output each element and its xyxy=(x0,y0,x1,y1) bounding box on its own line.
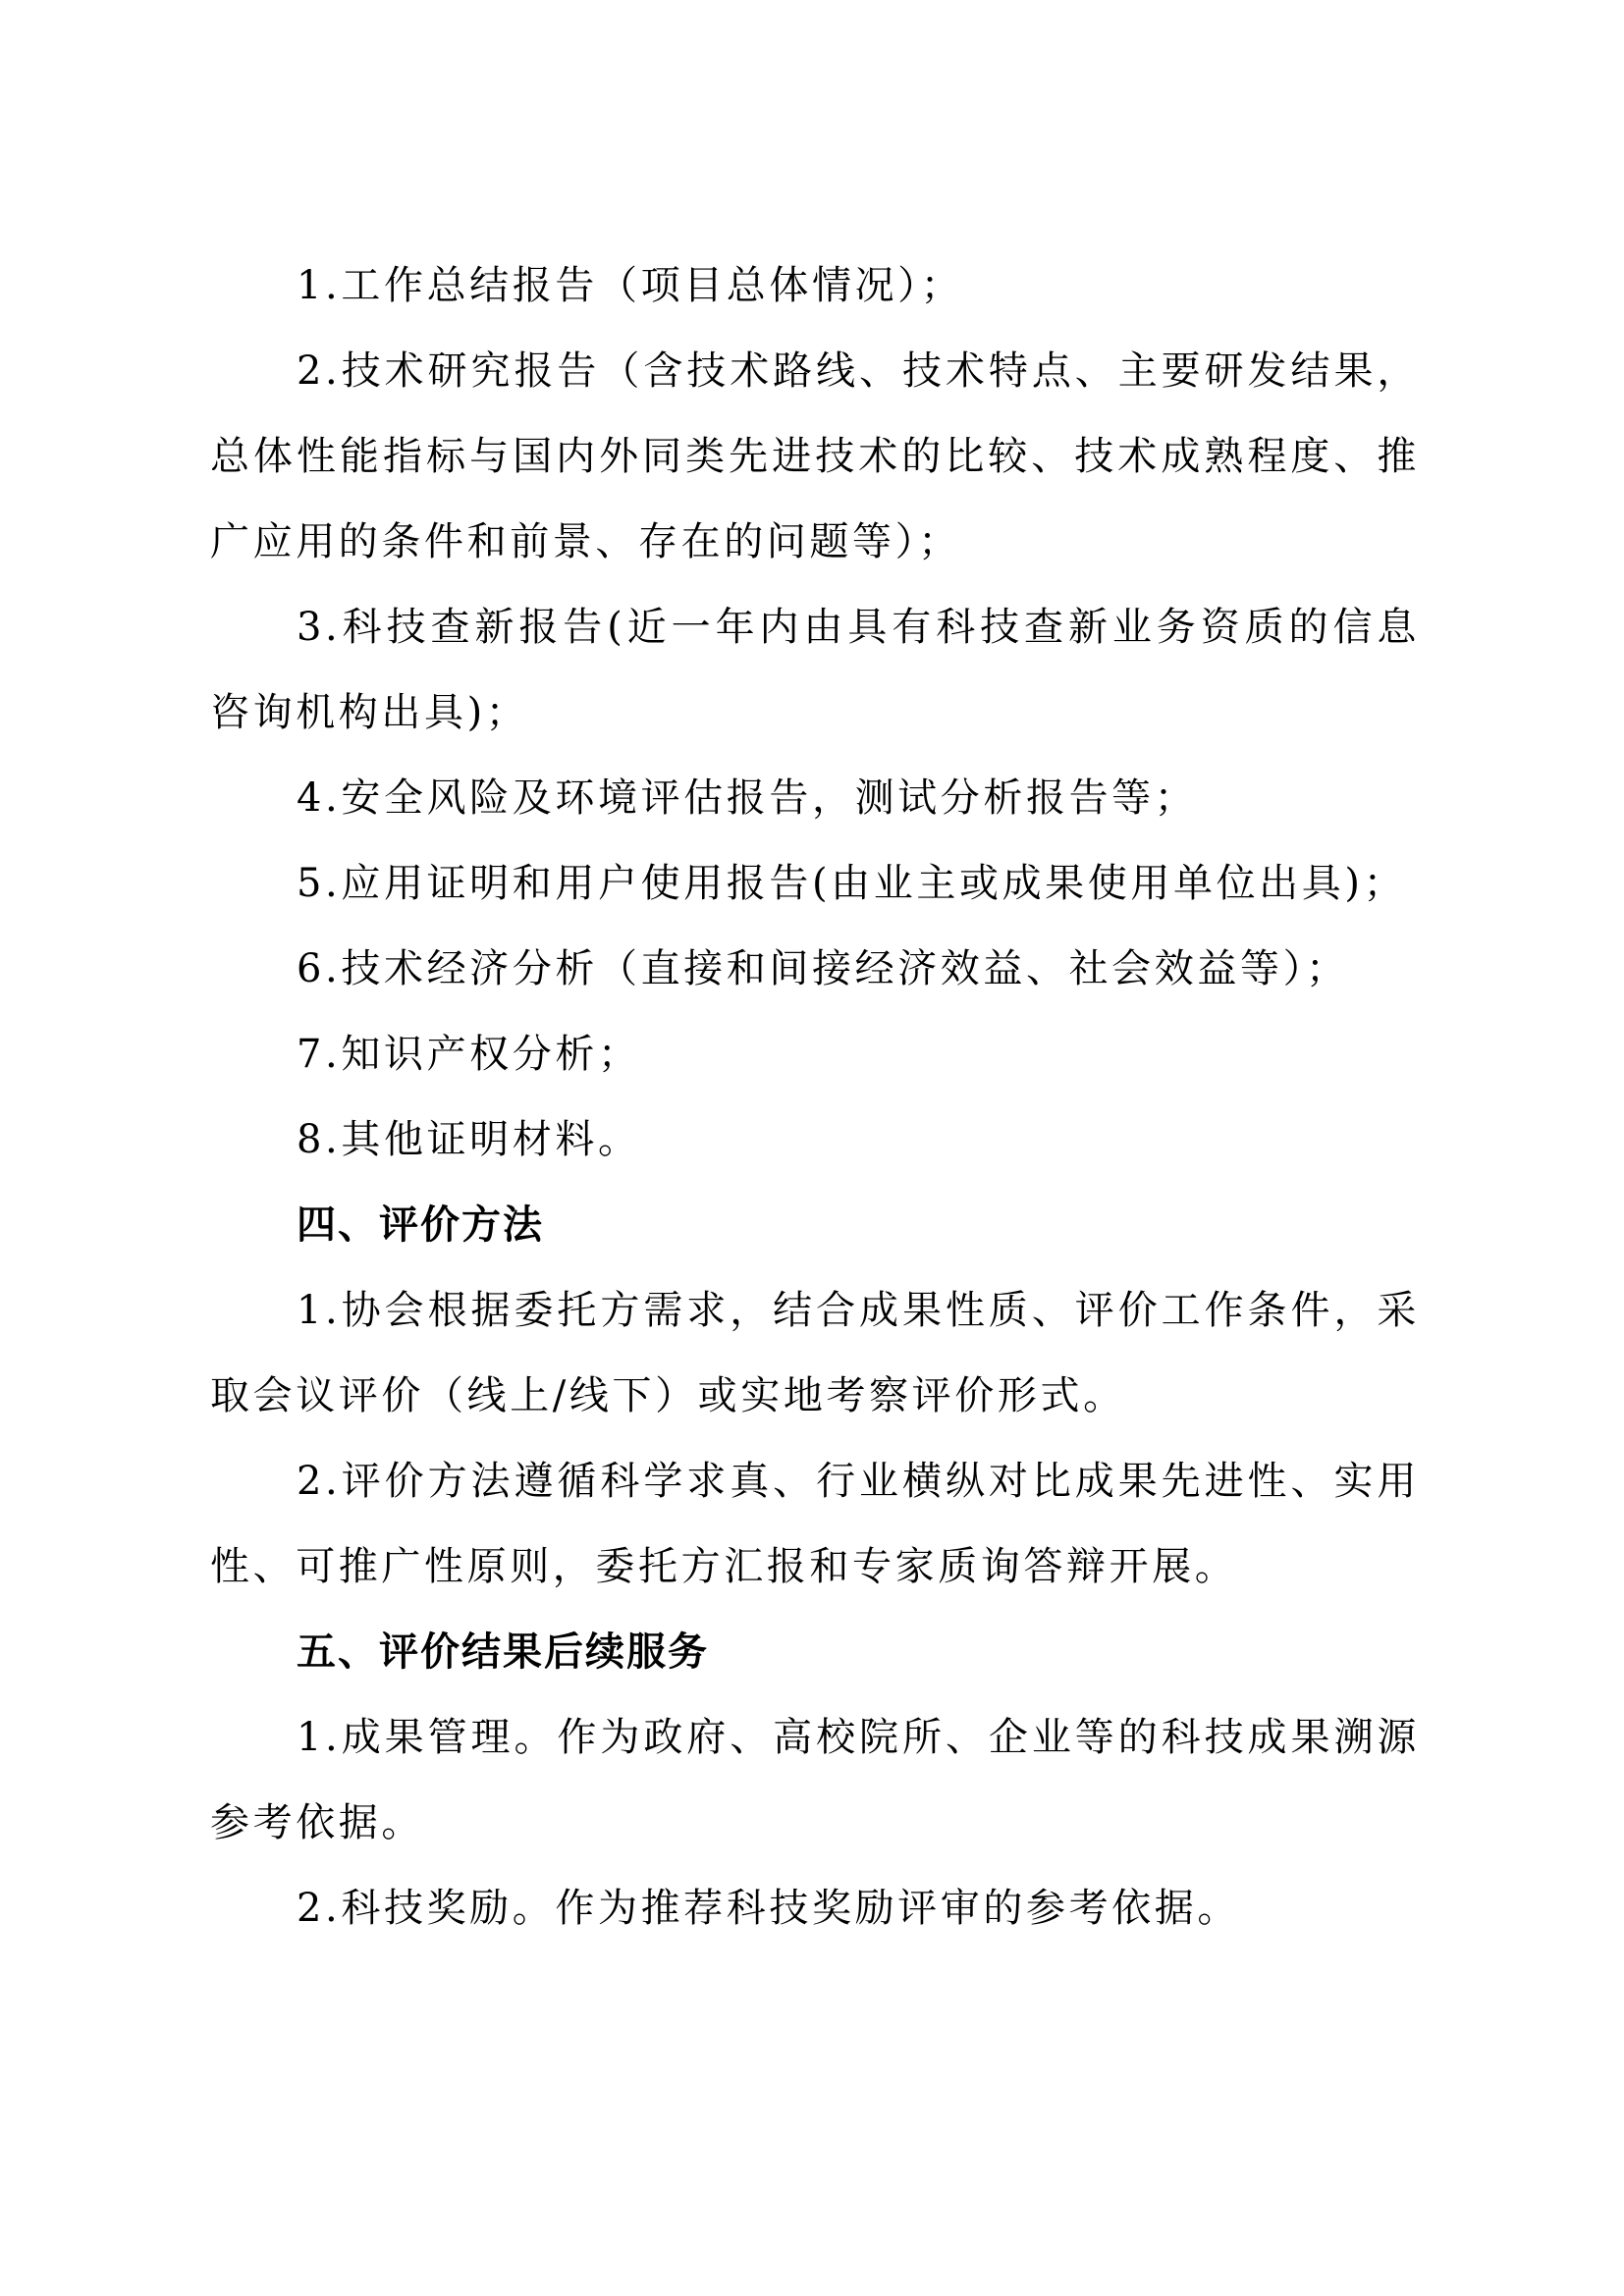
section-heading-evaluation-method: 四、评价方法 xyxy=(297,1202,544,1248)
list-item: 3.科技查新报告(近一年内由具有科技查新业务资质的信息咨询机构出具)； xyxy=(210,605,1420,735)
list-item: 7.知识产权分析； xyxy=(297,1032,641,1077)
section-heading-follow-up-services: 五、评价结果后续服务 xyxy=(297,1629,709,1675)
list-item: 4.安全风险及环境评估报告，测试分析报告等； xyxy=(297,775,1198,821)
list-item: 1.成果管理。作为政府、高校院所、企业等的科技成果溯源参考依据。 xyxy=(210,1715,1420,1845)
list-item: 5.应用证明和用户使用报告(由业主或成果使用单位出具)； xyxy=(297,861,1407,906)
list-item: 6.技术经济分析（直接和间接经济效益、社会效益等）； xyxy=(297,946,1349,991)
list-item: 2.科技奖励。作为推荐科技奖励评审的参考依据。 xyxy=(297,1886,1240,1931)
document-body xyxy=(210,243,1420,1951)
list-item: 1.工作总结报告（项目总体情况）； xyxy=(297,263,964,308)
list-item: 2.技术研究报告（含技术路线、技术特点、主要研发结果，总体性能指标与国内外同类先进技术的比较、技术成熟程度、推广应用的条件和前景、存在的问题等）； xyxy=(210,348,1420,564)
list-item: 8.其他证明材料。 xyxy=(297,1117,641,1162)
list-item: 1.协会根据委托方需求，结合成果性质、评价工作条件，采取会议评价（线上/线下）或实地考察评价形式。 xyxy=(210,1288,1420,1418)
list-item: 2.评价方法遵循科学求真、行业横纵对比成果先进性、实用性、可推广性原则，委托方汇报和专家质询答辩开展。 xyxy=(210,1459,1420,1589)
